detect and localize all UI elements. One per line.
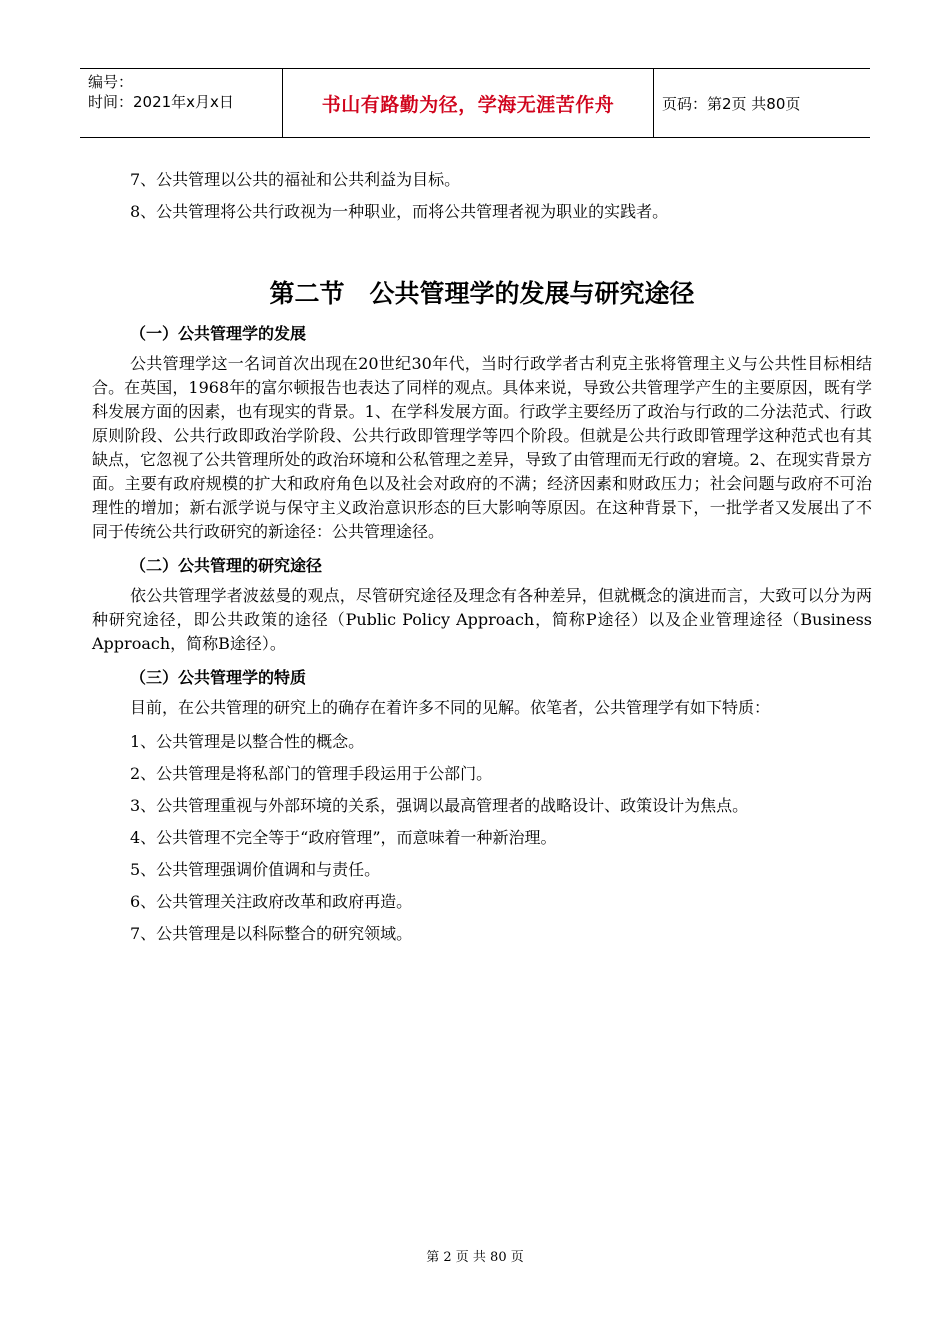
- document-code-label: 编号：: [88, 73, 134, 91]
- page-footer: 第 2 页 共 80 页: [426, 1250, 524, 1265]
- header-motto: 书山有路勤为径，学海无涯苦作舟: [282, 69, 654, 137]
- subsection-heading: （三）公共管理学的特质: [130, 668, 307, 687]
- list-item: 8、公共管理将公共行政视为一种职业，而将公共管理者视为职业的实践者。: [130, 202, 669, 221]
- list-item: 7、公共管理是以科际整合的研究领域。: [130, 924, 413, 943]
- list-item: 1、公共管理是以整合性的概念。: [130, 732, 365, 751]
- page-header: [80, 68, 870, 138]
- paragraph: 依公共管理学者波兹曼的观点，尽管研究途径及理念有各种差异，但就概念的演进而言，大致可以分为两种研究途径，即公共政策的途径（Public Policy Approach，简称P途径）以及企业管理途径（Business Approach，简称B途径）。: [92, 586, 872, 653]
- list-item: 6、公共管理关注政府改革和政府再造。: [130, 892, 413, 911]
- header-page-info: 页码：第2页 共80页: [662, 94, 801, 113]
- subsection-heading: （一）公共管理学的发展: [130, 324, 307, 343]
- section-title: 第二节 公共管理学的发展与研究途径: [269, 279, 695, 308]
- paragraph: 目前，在公共管理的研究上的确存在着许多不同的见解。依笔者，公共管理学有如下特质：: [130, 698, 771, 717]
- document-body: [92, 168, 872, 954]
- paragraph: 公共管理学这一名词首次出现在20世纪30年代，当时行政学者古利克主张将管理主义与公共性目标相结合。在英国，1968年的富尔顿报告也表达了同样的观点。具体来说，导致公共管理学产生的主要原因，既有学科发展方面的因素，也有现实的背景。1、在学科发展方面。行政学主要经历了政治与行政的二分法范式、行政原则阶段、公共行政即政治学阶段、公共行政即管理学等四个阶段。但就是公共行政即管理学这种范式也有其缺点，它忽视了公共管理所处的政治环境和公私管理之差异，导致了由管理而无行政的窘境。2、在现实背景方面。主要有政府规模的扩大和政府角色以及社会对政府的不满；经济因素和财政压力；社会问题与政府不可治理性的增加；新右派学说与保守主义政治意识形态的巨大影响等原因。在这种背景下，一批学者又发展出了不同于传统公共行政研究的新途径：公共管理途径。: [92, 354, 872, 541]
- list-item: 5、公共管理强调价值调和与责任。: [130, 860, 381, 879]
- list-item: 4、公共管理不完全等于“政府管理”，而意味着一种新治理。: [130, 828, 557, 847]
- document-time: 时间：2021年x月x日: [88, 93, 234, 111]
- list-item: 7、公共管理以公共的福祉和公共利益为目标。: [130, 170, 461, 189]
- list-item: 3、公共管理重视与外部环境的关系，强调以最高管理者的战略设计、政策设计为焦点。: [130, 796, 749, 815]
- header-meta: [80, 69, 282, 137]
- list-item: 2、公共管理是将私部门的管理手段运用于公部门。: [130, 764, 493, 783]
- subsection-heading: （二）公共管理的研究途径: [130, 556, 323, 575]
